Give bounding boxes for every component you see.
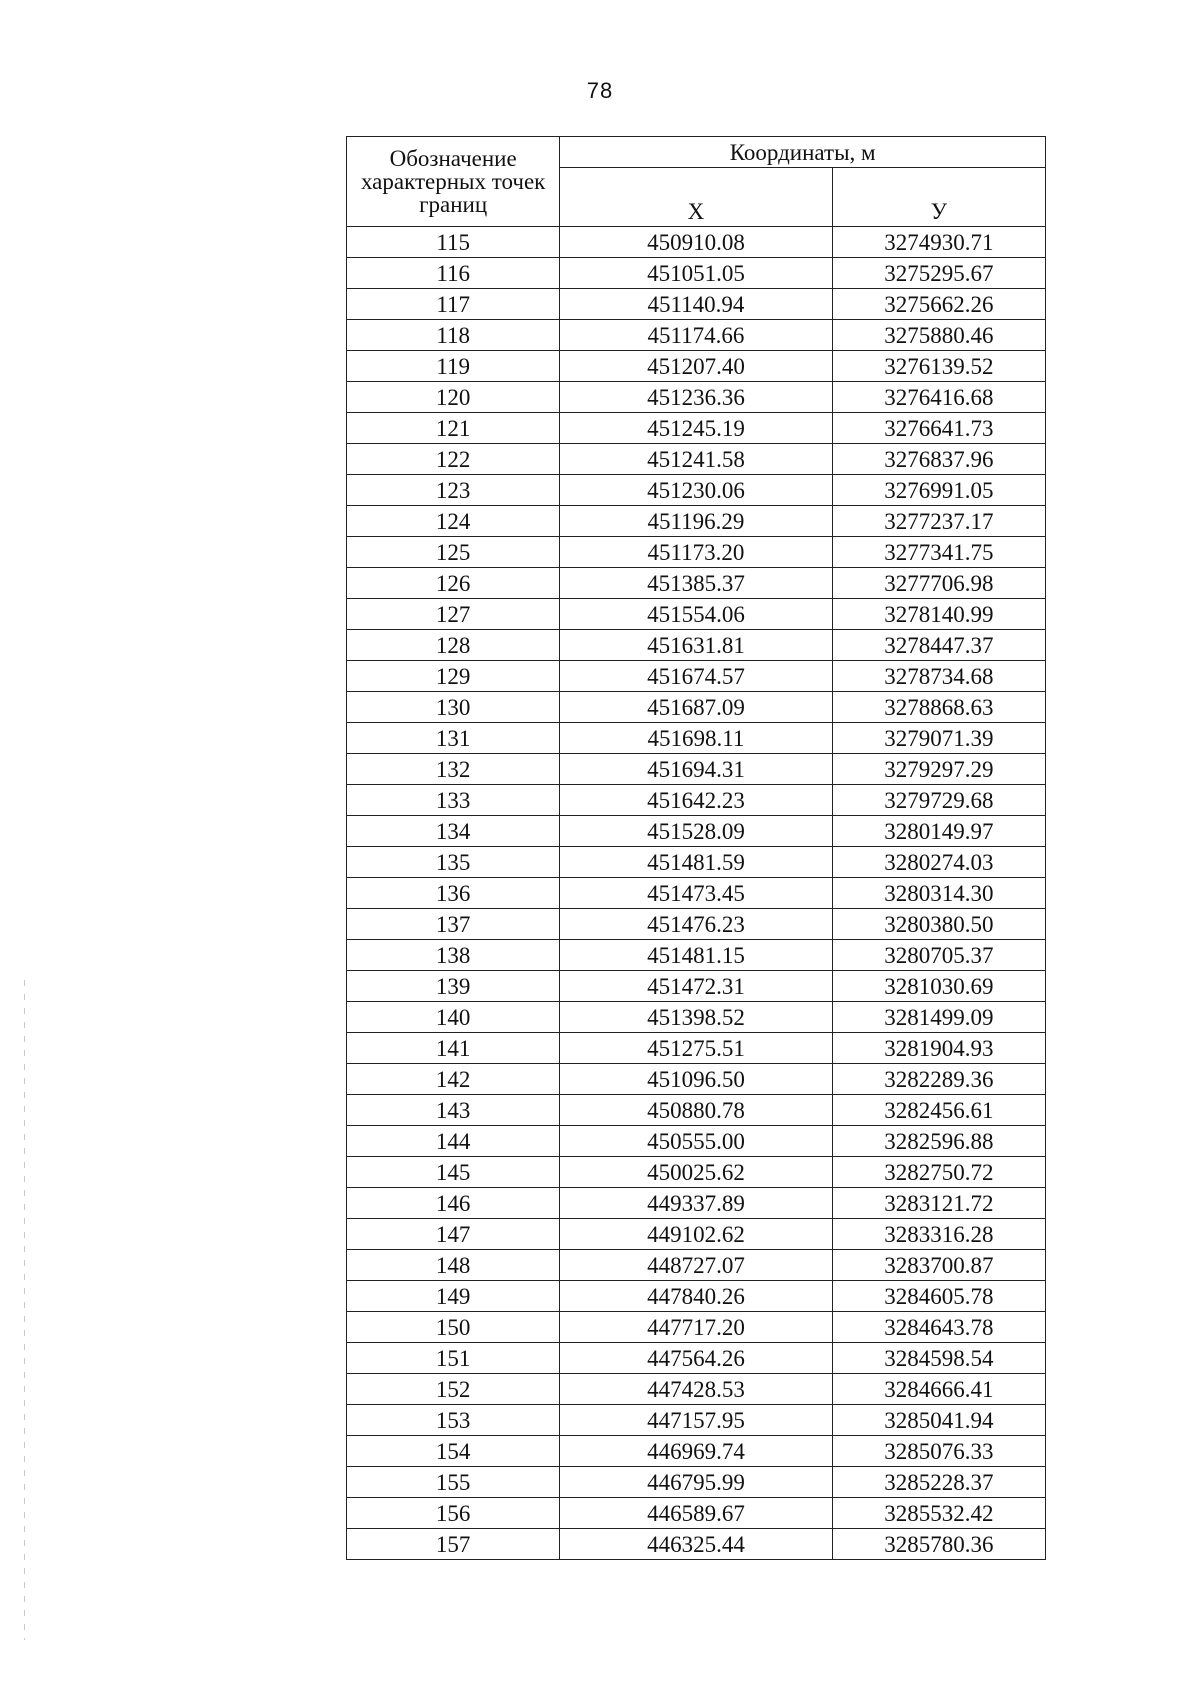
cell-x: 451051.05	[560, 258, 832, 289]
cell-y: 3282289.36	[832, 1064, 1045, 1095]
cell-y: 3279297.29	[832, 754, 1045, 785]
cell-point-number: 149	[347, 1281, 560, 1312]
cell-y: 3283316.28	[832, 1219, 1045, 1250]
cell-y: 3278447.37	[832, 630, 1045, 661]
cell-y: 3281030.69	[832, 971, 1045, 1002]
table-row	[347, 1188, 1046, 1219]
cell-y: 3278140.99	[832, 599, 1045, 630]
cell-point-number: 144	[347, 1126, 560, 1157]
cell-point-number: 145	[347, 1157, 560, 1188]
cell-x: 451631.81	[560, 630, 832, 661]
cell-x: 447564.26	[560, 1343, 832, 1374]
cell-x: 447717.20	[560, 1312, 832, 1343]
cell-x: 450555.00	[560, 1126, 832, 1157]
cell-point-number: 153	[347, 1405, 560, 1436]
table-row	[347, 1405, 1046, 1436]
cell-x: 451674.57	[560, 661, 832, 692]
table-row	[347, 537, 1046, 568]
cell-y: 3281499.09	[832, 1002, 1045, 1033]
table-body	[347, 227, 1046, 1560]
cell-x: 451236.36	[560, 382, 832, 413]
cell-point-number: 125	[347, 537, 560, 568]
cell-point-number: 131	[347, 723, 560, 754]
cell-x: 448727.07	[560, 1250, 832, 1281]
table-row	[347, 878, 1046, 909]
cell-x: 446589.67	[560, 1498, 832, 1529]
cell-x: 451694.31	[560, 754, 832, 785]
cell-x: 451140.94	[560, 289, 832, 320]
cell-y: 3276837.96	[832, 444, 1045, 475]
cell-x: 446325.44	[560, 1529, 832, 1560]
cell-point-number: 115	[347, 227, 560, 258]
cell-x: 450910.08	[560, 227, 832, 258]
table-row	[347, 1312, 1046, 1343]
cell-point-number: 123	[347, 475, 560, 506]
cell-y: 3276641.73	[832, 413, 1045, 444]
cell-point-number: 137	[347, 909, 560, 940]
cell-point-number: 130	[347, 692, 560, 723]
table-row	[347, 351, 1046, 382]
cell-x: 451207.40	[560, 351, 832, 382]
cell-x: 446969.74	[560, 1436, 832, 1467]
cell-point-number: 141	[347, 1033, 560, 1064]
table-row	[347, 382, 1046, 413]
cell-point-number: 124	[347, 506, 560, 537]
cell-y: 3283121.72	[832, 1188, 1045, 1219]
cell-y: 3285076.33	[832, 1436, 1045, 1467]
table-row	[347, 847, 1046, 878]
cell-x: 451698.11	[560, 723, 832, 754]
table-row	[347, 971, 1046, 1002]
table-row	[347, 475, 1046, 506]
cell-x: 451230.06	[560, 475, 832, 506]
cell-y: 3280380.50	[832, 909, 1045, 940]
cell-point-number: 127	[347, 599, 560, 630]
cell-y: 3281904.93	[832, 1033, 1045, 1064]
cell-x: 451398.52	[560, 1002, 832, 1033]
cell-point-number: 150	[347, 1312, 560, 1343]
table-row	[347, 754, 1046, 785]
table-row	[347, 1095, 1046, 1126]
cell-point-number: 152	[347, 1374, 560, 1405]
cell-y: 3285041.94	[832, 1405, 1045, 1436]
table-row	[347, 785, 1046, 816]
table-row	[347, 599, 1046, 630]
table-row	[347, 1126, 1046, 1157]
table-row	[347, 1250, 1046, 1281]
cell-y: 3278734.68	[832, 661, 1045, 692]
table-row	[347, 1281, 1046, 1312]
cell-x: 447428.53	[560, 1374, 832, 1405]
cell-y: 3275662.26	[832, 289, 1045, 320]
cell-point-number: 122	[347, 444, 560, 475]
table-row	[347, 1064, 1046, 1095]
cell-x: 451687.09	[560, 692, 832, 723]
table-row	[347, 444, 1046, 475]
cell-y: 3285780.36	[832, 1529, 1045, 1560]
cell-point-number: 129	[347, 661, 560, 692]
cell-point-number: 138	[347, 940, 560, 971]
cell-point-number: 116	[347, 258, 560, 289]
table-row	[347, 1002, 1046, 1033]
cell-x: 451642.23	[560, 785, 832, 816]
cell-y: 3277341.75	[832, 537, 1045, 568]
cell-x: 449337.89	[560, 1188, 832, 1219]
header-point-designation: Обозначение характерных точек границ	[347, 137, 560, 227]
cell-y: 3284643.78	[832, 1312, 1045, 1343]
cell-point-number: 133	[347, 785, 560, 816]
cell-x: 447840.26	[560, 1281, 832, 1312]
cell-y: 3276139.52	[832, 351, 1045, 382]
cell-x: 449102.62	[560, 1219, 832, 1250]
table-row	[347, 413, 1046, 444]
table-row	[347, 289, 1046, 320]
table-header	[347, 137, 1046, 227]
cell-point-number: 143	[347, 1095, 560, 1126]
cell-point-number: 157	[347, 1529, 560, 1560]
table-row	[347, 909, 1046, 940]
cell-x: 451275.51	[560, 1033, 832, 1064]
cell-y: 3277706.98	[832, 568, 1045, 599]
cell-point-number: 121	[347, 413, 560, 444]
page-number: 78	[586, 78, 614, 103]
cell-point-number: 134	[347, 816, 560, 847]
table-row	[347, 630, 1046, 661]
cell-point-number: 156	[347, 1498, 560, 1529]
table-row	[347, 661, 1046, 692]
cell-x: 451245.19	[560, 413, 832, 444]
cell-x: 451473.45	[560, 878, 832, 909]
cell-x: 451385.37	[560, 568, 832, 599]
cell-point-number: 146	[347, 1188, 560, 1219]
cell-point-number: 132	[347, 754, 560, 785]
cell-x: 451481.59	[560, 847, 832, 878]
cell-point-number: 147	[347, 1219, 560, 1250]
cell-y: 3280314.30	[832, 878, 1045, 909]
table-row	[347, 1219, 1046, 1250]
table-row	[347, 506, 1046, 537]
cell-x: 451096.50	[560, 1064, 832, 1095]
cell-y: 3285532.42	[832, 1498, 1045, 1529]
cell-point-number: 128	[347, 630, 560, 661]
cell-x: 451472.31	[560, 971, 832, 1002]
cell-y: 3283700.87	[832, 1250, 1045, 1281]
table-row	[347, 1374, 1046, 1405]
header-x: X	[560, 168, 832, 227]
cell-point-number: 117	[347, 289, 560, 320]
cell-point-number: 140	[347, 1002, 560, 1033]
cell-y: 3280274.03	[832, 847, 1045, 878]
cell-y: 3275295.67	[832, 258, 1045, 289]
cell-point-number: 148	[347, 1250, 560, 1281]
cell-y: 3282456.61	[832, 1095, 1045, 1126]
cell-point-number: 136	[347, 878, 560, 909]
table-row	[347, 1529, 1046, 1560]
cell-point-number: 139	[347, 971, 560, 1002]
cell-point-number: 120	[347, 382, 560, 413]
cell-x: 446795.99	[560, 1467, 832, 1498]
header-coordinates: Координаты, м	[560, 137, 1046, 168]
cell-y: 3284605.78	[832, 1281, 1045, 1312]
cell-y: 3275880.46	[832, 320, 1045, 351]
table-row	[347, 1467, 1046, 1498]
cell-y: 3280705.37	[832, 940, 1045, 971]
cell-point-number: 119	[347, 351, 560, 382]
cell-x: 451173.20	[560, 537, 832, 568]
table-row	[347, 227, 1046, 258]
cell-y: 3282596.88	[832, 1126, 1045, 1157]
header-y: У	[832, 168, 1045, 227]
cell-x: 450025.62	[560, 1157, 832, 1188]
cell-y: 3284666.41	[832, 1374, 1045, 1405]
cell-y: 3284598.54	[832, 1343, 1045, 1374]
scan-margin-artifact	[24, 980, 25, 1640]
cell-y: 3279729.68	[832, 785, 1045, 816]
table-row	[347, 568, 1046, 599]
table-row	[347, 1436, 1046, 1467]
cell-x: 451174.66	[560, 320, 832, 351]
cell-point-number: 155	[347, 1467, 560, 1498]
table-row	[347, 258, 1046, 289]
cell-y: 3282750.72	[832, 1157, 1045, 1188]
cell-y: 3280149.97	[832, 816, 1045, 847]
cell-y: 3285228.37	[832, 1467, 1045, 1498]
table-row	[347, 320, 1046, 351]
cell-x: 451528.09	[560, 816, 832, 847]
cell-point-number: 135	[347, 847, 560, 878]
cell-point-number: 118	[347, 320, 560, 351]
cell-y: 3279071.39	[832, 723, 1045, 754]
table-row	[347, 1343, 1046, 1374]
cell-x: 451241.58	[560, 444, 832, 475]
table-row	[347, 940, 1046, 971]
table-row	[347, 692, 1046, 723]
cell-y: 3276991.05	[832, 475, 1045, 506]
table-row	[347, 1033, 1046, 1064]
cell-y: 3277237.17	[832, 506, 1045, 537]
cell-x: 451481.15	[560, 940, 832, 971]
coordinates-table	[346, 136, 1046, 1560]
cell-x: 450880.78	[560, 1095, 832, 1126]
cell-point-number: 154	[347, 1436, 560, 1467]
table-row	[347, 1498, 1046, 1529]
cell-y: 3278868.63	[832, 692, 1045, 723]
cell-y: 3276416.68	[832, 382, 1045, 413]
cell-point-number: 151	[347, 1343, 560, 1374]
table-row	[347, 1157, 1046, 1188]
table-row	[347, 723, 1046, 754]
cell-point-number: 142	[347, 1064, 560, 1095]
cell-x: 447157.95	[560, 1405, 832, 1436]
cell-x: 451476.23	[560, 909, 832, 940]
cell-x: 451196.29	[560, 506, 832, 537]
cell-y: 3274930.71	[832, 227, 1045, 258]
table-row	[347, 816, 1046, 847]
cell-x: 451554.06	[560, 599, 832, 630]
cell-point-number: 126	[347, 568, 560, 599]
